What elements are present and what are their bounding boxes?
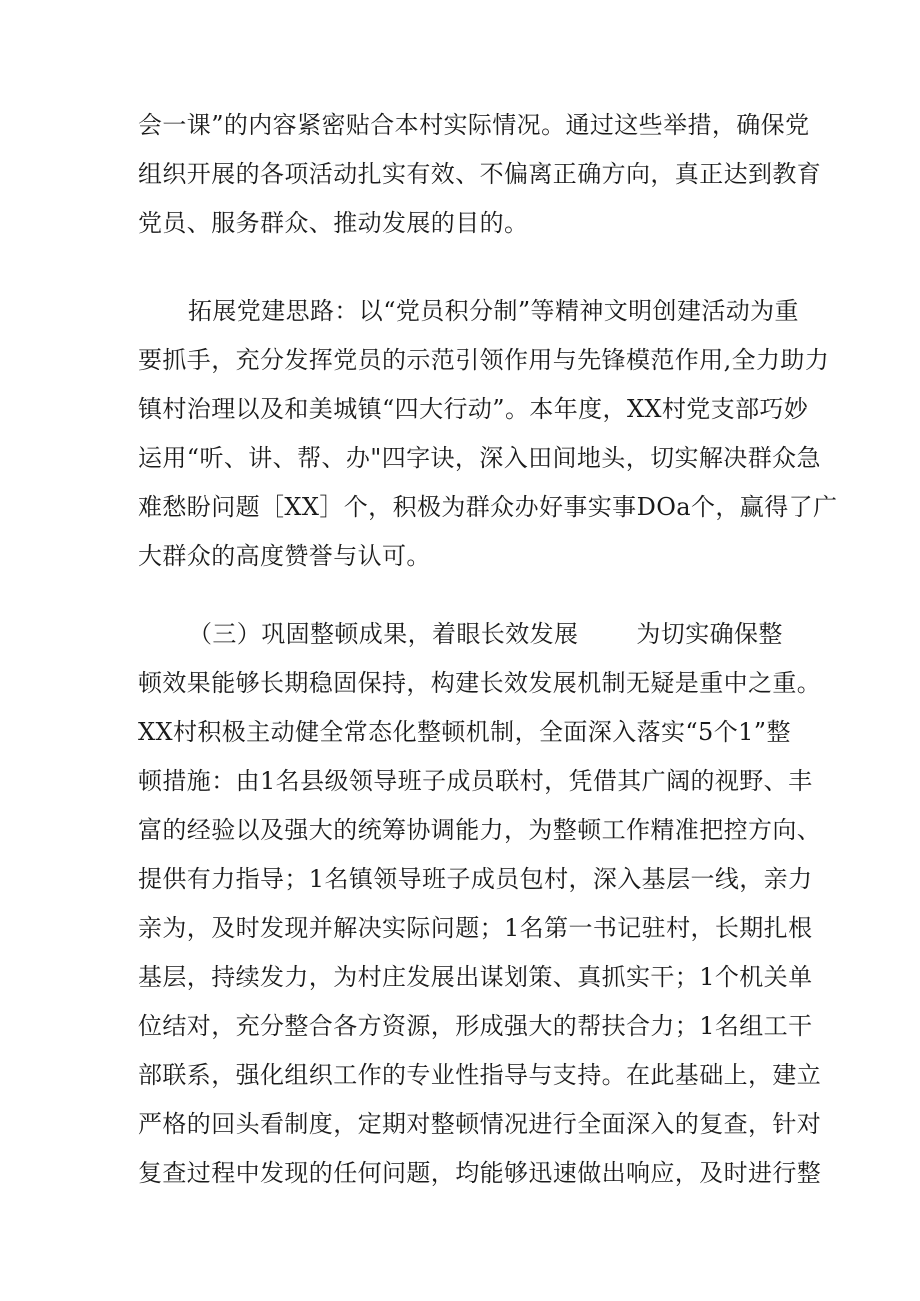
text-line: 要抓手，充分发挥党员的示范引领作用与先锋模范作用,全力助力 [138, 346, 830, 374]
paragraph-1 [138, 101, 822, 248]
heading-tail-text: 为切实确保整 [636, 620, 783, 648]
text-line: 严格的回头看制度，定期对整顿情况进行全面深入的复查，针对 [138, 1110, 822, 1138]
text-line: 基层，持续发力，为村庄发展出谋划策、真抓实干；1个机关单 [138, 963, 813, 991]
paragraph-3 [138, 610, 822, 1198]
text-line: 部联系，强化组织工作的专业性指导与支持。在此基础上，建立 [138, 1061, 822, 1089]
text-line: 复查过程中发现的任何问题，均能够迅速做出响应，及时进行整 [138, 1159, 822, 1187]
text-line: 顿措施：由1名县级领导班子成员联村，凭借其广阔的视野、丰 [138, 767, 813, 795]
text-line: 亲为，及时发现并解决实际问题；1名第一书记驻村，长期扎根 [138, 914, 813, 942]
text-line: 党员、服务群众、推动发展的目的。 [138, 209, 529, 237]
text-line: 大群众的高度赞誉与认可。 [138, 542, 431, 570]
text-line: 会一课”的内容紧密贴合本村实际情况。通过这些举措，确保党 [138, 111, 810, 139]
text-line: 位结对，充分整合各方资源，形成强大的帮扶合力；1名组工干 [138, 1012, 813, 1040]
text-line: 组织开展的各项活动扎实有效、不偏离正确方向，真正达到教育 [138, 160, 822, 188]
text-line: 顿效果能够长期稳固保持，构建长效发展机制无疑是重中之重。 [138, 669, 822, 697]
section-heading: （三）巩固整顿成果，着眼长效发展 [188, 620, 579, 648]
text-line: 难愁盼问题［XX］个，积极为群众办好事实事DOa个，赢得了广 [138, 493, 838, 521]
text-line: 富的经验以及强大的统筹协调能力，为整顿工作精准把控方向、 [138, 816, 822, 844]
section-heading-line [138, 610, 798, 659]
text-line: 运用“听、讲、帮、办"四字诀，深入田间地头，切实解决群众急 [138, 444, 821, 472]
text-line: 拓展党建思路：以“党员积分制”等精神文明创建活动为重 [188, 297, 799, 325]
paragraph-2 [138, 287, 838, 581]
text-line: 提供有力指导；1名镇领导班子成员包村，深入基层一线，亲力 [138, 865, 813, 893]
text-line: XX村积极主动健全常态化整顿机制，全面深入落实“5个1”整 [138, 718, 791, 746]
text-line: 镇村治理以及和美城镇“四大行动”。本年度，XX村党支部巧妙 [138, 395, 809, 423]
